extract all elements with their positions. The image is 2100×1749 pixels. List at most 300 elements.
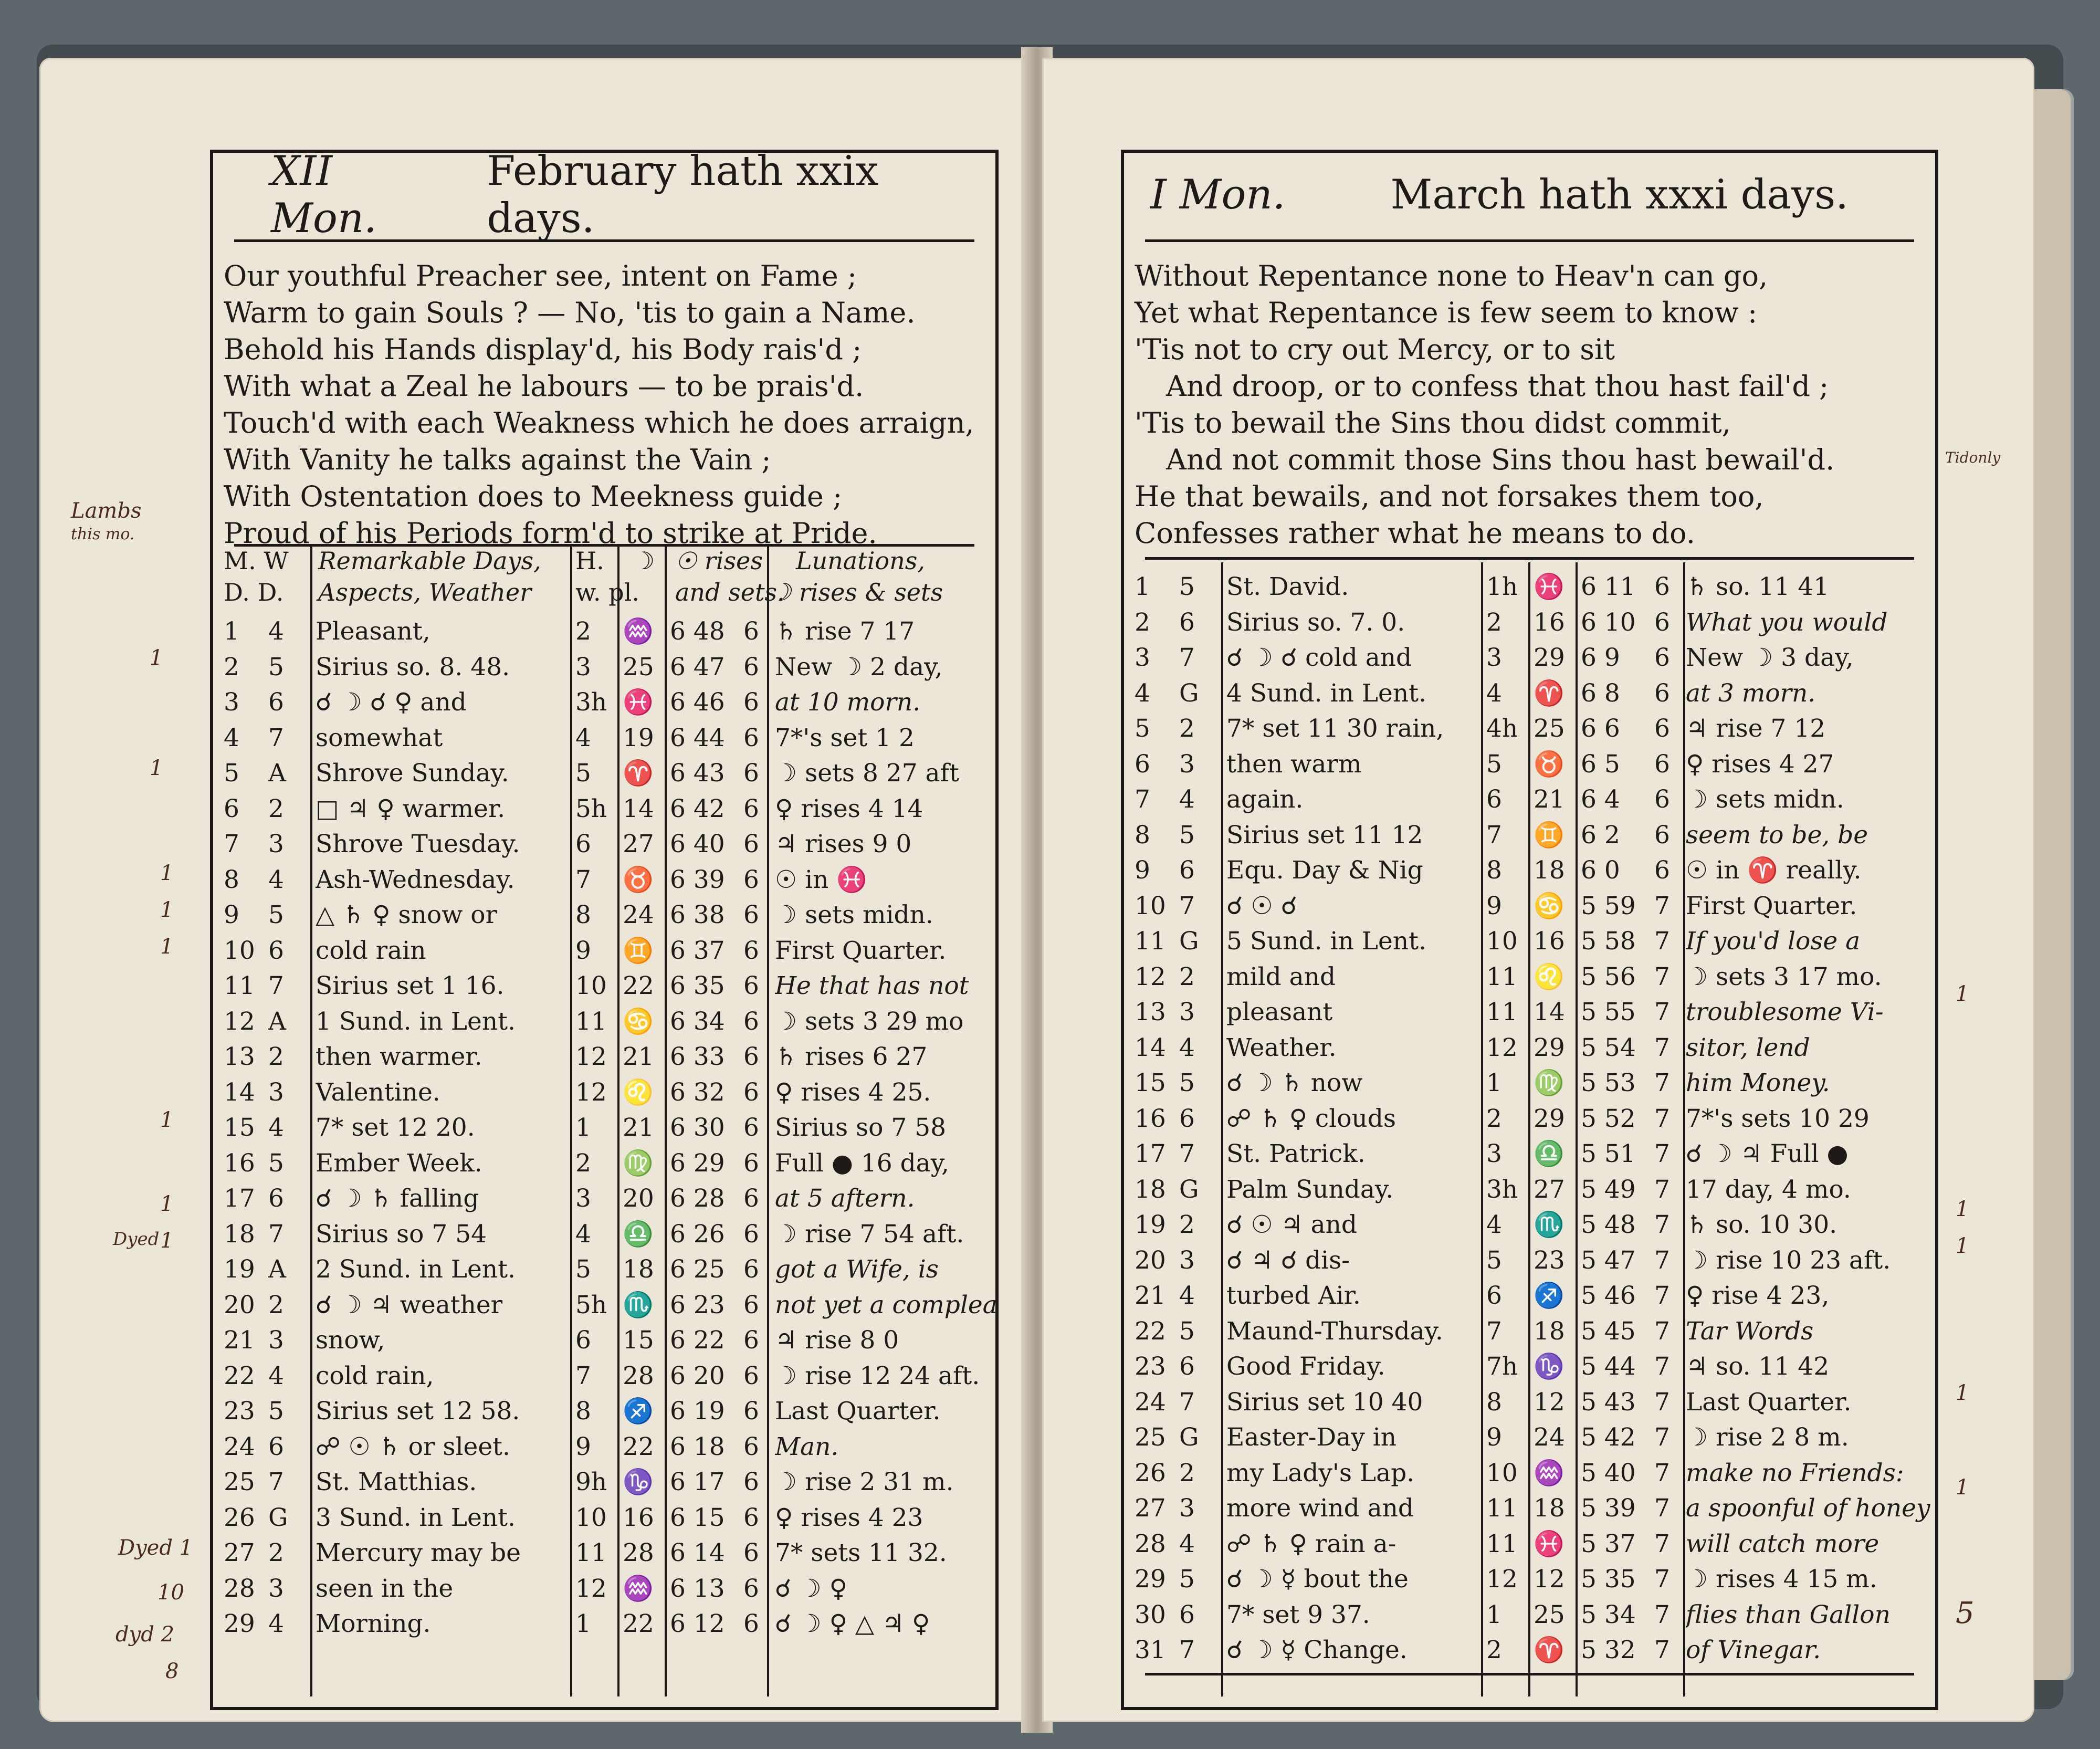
table-cell: 3 xyxy=(575,652,591,682)
table-cell: ☽ sets midn. xyxy=(775,900,933,929)
table-cell: 3 xyxy=(1179,998,1195,1027)
table-cell: Palm Sunday. xyxy=(1226,1175,1394,1204)
table-cell: ☌ ☉ ♃ and xyxy=(1226,1210,1358,1239)
table-cell: St. Patrick. xyxy=(1226,1139,1366,1168)
table-row xyxy=(1124,1492,1935,1527)
table-cell: 4 xyxy=(575,1219,591,1249)
table-cell: ☉ in ♓ xyxy=(775,865,867,894)
table-cell: 5 xyxy=(1179,820,1195,850)
table-cell: 12 xyxy=(575,1042,607,1071)
table-row xyxy=(213,1572,995,1608)
table-cell: 20 xyxy=(623,1184,654,1213)
table-cell: sitor, lend xyxy=(1686,1033,1810,1062)
table-cell: 1 xyxy=(1486,1600,1502,1629)
table-cell: 25 xyxy=(1534,714,1565,743)
table-cell: 5 xyxy=(1179,1316,1195,1346)
table-row xyxy=(213,1076,995,1112)
table-cell: 6 xyxy=(743,723,759,752)
margin-count: 1 xyxy=(150,646,163,670)
table-cell: 6 33 xyxy=(670,1042,725,1071)
table-cell: 14 xyxy=(1534,998,1565,1027)
verse-line: Proud of his Periods form'd to strike at Pride. xyxy=(224,517,877,550)
table-cell: 7 xyxy=(1654,891,1670,920)
table-cell: 20 xyxy=(1135,1245,1166,1275)
table-cell: 6 xyxy=(1179,1352,1195,1381)
table-row xyxy=(1124,960,1935,996)
table-row xyxy=(213,721,995,757)
table-cell: 5 xyxy=(1179,1565,1195,1594)
table-cell: 7* set 11 30 rain, xyxy=(1226,714,1444,743)
table-cell: 22 xyxy=(1135,1316,1166,1346)
table-cell: 5 39 xyxy=(1581,1494,1636,1523)
table-cell: 6 12 xyxy=(670,1609,725,1638)
col-lunations: Lunations, xyxy=(796,547,925,575)
col-dd: D. D. xyxy=(224,578,284,606)
table-cell: 18 xyxy=(224,1219,255,1249)
table-cell: 11 xyxy=(1486,1494,1518,1523)
table-cell: 1h xyxy=(1486,572,1518,601)
table-cell: 6 32 xyxy=(670,1077,725,1107)
table-cell: 6 43 xyxy=(670,759,725,788)
table-cell: ♉ xyxy=(623,865,654,894)
table-cell: 6 xyxy=(743,971,759,1000)
verse-line: Behold his Hands display'd, his Body rais'd ; xyxy=(224,333,862,366)
table-row xyxy=(213,1253,995,1289)
table-row xyxy=(213,1147,995,1182)
table-cell: ♀ rises 4 23 xyxy=(775,1503,923,1532)
table-cell: A xyxy=(268,1007,286,1036)
table-cell: 12 xyxy=(575,1077,607,1107)
table-cell: 6 xyxy=(1654,643,1670,672)
right-verse xyxy=(1135,258,1834,552)
table-cell: ☌ ☽ ☌ cold and xyxy=(1226,643,1412,672)
table-cell: ☌ ☽ ♀ xyxy=(775,1574,847,1603)
table-cell: pleasant xyxy=(1226,998,1333,1027)
table-cell: 7 xyxy=(575,865,591,894)
table-row xyxy=(1124,606,1935,642)
table-cell: 1 xyxy=(1486,1069,1502,1097)
table-cell: 6 9 xyxy=(1581,643,1620,672)
table-cell: ♓ xyxy=(1534,572,1564,601)
right-page xyxy=(1042,58,2034,1722)
table-cell: 29 xyxy=(1534,1033,1565,1062)
table-row xyxy=(213,686,995,721)
table-row xyxy=(1124,925,1935,960)
table-cell: Last Quarter. xyxy=(775,1397,941,1426)
table-cell: 10 xyxy=(575,971,607,1000)
verse-line: He that bewails, and not forsakes them too, xyxy=(1135,480,1764,513)
table-cell: Ember Week. xyxy=(316,1148,482,1178)
table-cell: ♈ xyxy=(623,759,654,788)
table-cell: 23 xyxy=(224,1397,255,1426)
table-cell: 12 xyxy=(224,1007,255,1036)
table-cell: 6 47 xyxy=(670,652,725,682)
table-cell: ♄ so. 10 30. xyxy=(1686,1210,1838,1239)
table-cell: 7 xyxy=(224,830,239,858)
table-row xyxy=(1124,889,1935,925)
table-row xyxy=(1124,1527,1935,1563)
table-cell: 2 xyxy=(1179,1210,1195,1239)
table-cell: 6 xyxy=(743,1397,759,1426)
table-cell: 6 34 xyxy=(670,1007,725,1036)
table-cell: 26 xyxy=(1135,1458,1166,1488)
table-cell: 5 xyxy=(1179,1069,1195,1097)
table-cell: ♎ xyxy=(623,1219,654,1249)
table-cell: ☌ ☉ ☌ xyxy=(1226,891,1298,920)
verse-line: With what a Zeal he labours — to be prais'd. xyxy=(224,370,864,403)
table-cell: ☌ ☽ ♃ Full ● xyxy=(1686,1139,1849,1168)
table-cell: 21 xyxy=(623,1042,654,1071)
table-cell: make no Friends: xyxy=(1686,1458,1904,1488)
col-wpl: w. pl. xyxy=(575,578,639,606)
table-cell: 6 xyxy=(743,1503,759,1532)
table-cell: 16 xyxy=(1534,608,1565,637)
table-cell: Mercury may be xyxy=(316,1538,521,1567)
table-cell: Sirius so. 8. 48. xyxy=(316,652,510,682)
table-cell: 5 37 xyxy=(1581,1529,1636,1558)
table-cell: 25 xyxy=(224,1468,255,1496)
table-cell: 4 xyxy=(1179,1033,1195,1062)
table-row xyxy=(213,615,995,651)
table-row xyxy=(1124,1315,1935,1350)
table-cell: 6 xyxy=(1654,749,1670,779)
table-cell: 1 xyxy=(224,617,239,646)
table-cell: him Money. xyxy=(1686,1069,1830,1097)
table-cell: 5 xyxy=(268,1148,284,1178)
table-cell: 3 xyxy=(575,1184,591,1213)
table-cell: 2 xyxy=(1486,608,1502,637)
table-cell: 6 xyxy=(743,1538,759,1567)
table-cell: ♐ xyxy=(1534,1281,1564,1310)
table-cell: 6 xyxy=(1654,856,1670,885)
table-cell: 4 xyxy=(1179,1529,1195,1558)
table-row xyxy=(1124,1633,1935,1669)
margin-count: 1 xyxy=(1956,982,1969,1006)
table-cell: 1 xyxy=(575,1113,591,1142)
table-cell: 2 xyxy=(1179,714,1195,743)
table-cell: 15 xyxy=(623,1326,654,1355)
verse-line: Yet what Repentance is few seem to know : xyxy=(1135,296,1758,329)
table-cell: 3 xyxy=(268,830,284,858)
table-cell: 5 40 xyxy=(1581,1458,1636,1488)
table-cell: 6 48 xyxy=(670,617,725,646)
table-cell: ☽ rises 4 15 m. xyxy=(1686,1565,1877,1594)
table-cell: 10 xyxy=(1486,1458,1518,1488)
table-cell: ♑ xyxy=(623,1468,654,1496)
table-cell: 5 58 xyxy=(1581,927,1636,956)
table-cell: 5 35 xyxy=(1581,1565,1636,1594)
table-cell: 26 xyxy=(224,1503,255,1532)
table-cell: 6 35 xyxy=(670,971,725,1000)
table-cell: 7 xyxy=(575,1361,591,1390)
table-cell: 5 xyxy=(224,759,239,788)
table-cell: 6 xyxy=(268,1184,284,1213)
table-cell: 7 xyxy=(1654,1175,1670,1204)
table-cell: 9 xyxy=(1486,1423,1502,1452)
table-cell: 7 xyxy=(1486,820,1502,850)
table-cell: 5 xyxy=(575,759,591,788)
table-cell: 7* set 12 20. xyxy=(316,1113,475,1142)
table-cell: 28 xyxy=(1135,1529,1166,1558)
table-cell: 3 xyxy=(268,1077,284,1107)
table-cell: 6 xyxy=(743,1468,759,1496)
table-cell: 3 xyxy=(1179,1494,1195,1523)
table-cell: ♀ rises 4 14 xyxy=(775,794,923,823)
table-cell: 6 xyxy=(1179,856,1195,885)
table-cell: 7 xyxy=(268,1468,284,1496)
margin-note: Dyed 1 xyxy=(118,1536,193,1560)
table-cell: Man. xyxy=(775,1432,839,1461)
table-cell: 3h xyxy=(575,688,607,717)
table-cell: somewhat xyxy=(316,723,443,752)
margin-note: Tidonly xyxy=(1945,449,2001,466)
margin-note: Lambs xyxy=(71,499,142,523)
table-cell: 12 xyxy=(1486,1033,1518,1062)
table-row xyxy=(213,1005,995,1041)
table-cell: 24 xyxy=(623,900,654,929)
table-cell: Pleasant, xyxy=(316,617,430,646)
table-cell: 6 xyxy=(1135,749,1150,779)
table-cell: cold rain, xyxy=(316,1361,434,1390)
table-cell: St. Matthias. xyxy=(316,1468,477,1496)
table-cell: 2 Sund. in Lent. xyxy=(316,1255,516,1284)
margin-count: 1 xyxy=(160,898,174,922)
table-cell: 6 xyxy=(575,1326,591,1355)
table-cell: a spoonful of honey xyxy=(1686,1494,1930,1523)
table-cell: 4 xyxy=(224,723,239,752)
table-cell: 4 xyxy=(1179,785,1195,814)
table-cell: ☽ rise 2 31 m. xyxy=(775,1468,954,1496)
table-cell: 7 xyxy=(1135,785,1150,814)
table-cell: 7 xyxy=(268,1219,284,1249)
table-cell: 5 xyxy=(268,900,284,929)
table-cell: will catch more xyxy=(1686,1529,1880,1558)
table-cell: 22 xyxy=(623,1432,654,1461)
table-cell: ♄ so. 11 41 xyxy=(1686,572,1830,601)
table-row xyxy=(213,1465,995,1501)
table-cell: 25 xyxy=(1135,1423,1166,1452)
table-cell: 10 xyxy=(1135,891,1166,920)
table-cell: 6 38 xyxy=(670,900,725,929)
table-cell: 24 xyxy=(224,1432,255,1461)
table-cell: Sirius so. 7. 0. xyxy=(1226,608,1405,637)
table-row xyxy=(213,1289,998,1324)
table-row xyxy=(213,969,995,1005)
table-cell: 6 4 xyxy=(1581,785,1620,814)
table-cell: If you'd lose a xyxy=(1686,927,1861,956)
table-cell: 7 xyxy=(1654,1387,1670,1417)
table-cell: 6 39 xyxy=(670,865,725,894)
table-cell: 7 xyxy=(1654,1494,1670,1523)
table-cell: 29 xyxy=(1534,643,1565,672)
table-cell: snow, xyxy=(316,1326,385,1355)
table-cell: 14 xyxy=(623,794,654,823)
table-cell: 3 xyxy=(1486,1139,1502,1168)
table-row xyxy=(213,1430,995,1466)
table-cell: 29 xyxy=(1534,1104,1565,1133)
table-cell: ♑ xyxy=(1534,1352,1564,1381)
table-cell: New ☽ 3 day, xyxy=(1686,643,1854,672)
table-cell: at 3 morn. xyxy=(1686,678,1816,708)
table-cell: Full ● 16 day, xyxy=(775,1148,949,1178)
table-cell: ♈ xyxy=(1534,678,1564,708)
verse-line: And droop, or to confess that thou hast fail'd ; xyxy=(1166,370,1829,403)
right-calendar-table xyxy=(1124,570,1935,1669)
table-cell: 7h xyxy=(1486,1352,1518,1381)
table-cell: 6 xyxy=(743,1255,759,1284)
table-cell: 2 xyxy=(268,1290,284,1319)
table-cell: seen in the xyxy=(316,1574,454,1603)
table-cell: 9 xyxy=(575,1432,591,1461)
table-cell: 6 18 xyxy=(670,1432,725,1461)
table-cell: 8 xyxy=(575,1397,591,1426)
table-cell: 16 xyxy=(224,1148,255,1178)
verse-line: And not commit those Sins thou hast bewail'd. xyxy=(1166,443,1835,476)
verse-line: 'Tis to bewail the Sins thou didst commit, xyxy=(1135,406,1731,439)
table-cell: 7 xyxy=(268,971,284,1000)
table-cell: ♍ xyxy=(1534,1069,1564,1097)
table-cell: cold rain xyxy=(316,936,426,965)
table-cell: 5 53 xyxy=(1581,1069,1636,1097)
right-page-header xyxy=(1124,163,1935,226)
table-cell: 2 xyxy=(575,1148,591,1178)
table-cell: 6 xyxy=(743,1219,759,1249)
table-cell: 6 xyxy=(224,794,239,823)
margin-count: 1 xyxy=(160,935,174,959)
table-cell: 6 25 xyxy=(670,1255,725,1284)
table-cell: of Vinegar. xyxy=(1686,1636,1821,1664)
table-cell: Good Friday. xyxy=(1226,1352,1385,1381)
margin-count: 1 xyxy=(1956,1475,1969,1500)
table-cell: ♏ xyxy=(623,1290,654,1319)
table-cell: 5 42 xyxy=(1581,1423,1636,1452)
table-cell: 5 56 xyxy=(1581,962,1636,991)
table-cell: 7 xyxy=(1654,1069,1670,1097)
table-cell: Sirius set 11 12 xyxy=(1226,820,1423,850)
table-cell: 5 32 xyxy=(1581,1636,1636,1664)
table-cell: 14 xyxy=(224,1077,255,1107)
table-cell: 6 xyxy=(1486,785,1502,814)
table-cell: 5 59 xyxy=(1581,891,1636,920)
table-cell: 6 xyxy=(743,1148,759,1178)
margin-count: 1 xyxy=(1956,1234,1969,1258)
table-cell: 6 xyxy=(743,900,759,929)
left-month-title: February hath xxix days. xyxy=(487,148,879,242)
table-row xyxy=(1124,1563,1935,1598)
table-cell: 24 xyxy=(1534,1423,1565,1452)
table-cell: 9 xyxy=(224,900,239,929)
table-cell: 5 45 xyxy=(1581,1316,1636,1346)
table-cell: 9h xyxy=(575,1468,607,1496)
table-cell: ☉ in ♈ really. xyxy=(1686,856,1862,885)
table-cell: 6 xyxy=(743,617,759,646)
table-cell: ♊ xyxy=(623,936,654,965)
table-cell: ♃ rise 8 0 xyxy=(775,1326,899,1355)
table-cell: ♍ xyxy=(623,1148,654,1178)
table-row xyxy=(213,651,995,686)
table-cell: □ ♃ ♀ warmer. xyxy=(316,794,506,823)
table-cell: 6 13 xyxy=(670,1574,725,1603)
table-cell: 10 xyxy=(1486,927,1518,956)
margin-count: 1 xyxy=(160,1192,174,1216)
table-cell: 5 52 xyxy=(1581,1104,1636,1133)
table-cell: 10 xyxy=(575,1503,607,1532)
table-cell: 8 xyxy=(1135,820,1150,850)
table-cell: 4 xyxy=(1486,678,1502,708)
table-cell: at 5 aftern. xyxy=(775,1184,915,1213)
table-cell: ♐ xyxy=(623,1397,654,1426)
table-row xyxy=(1124,1066,1935,1102)
table-cell: 3 xyxy=(1179,749,1195,779)
table-cell: 2 xyxy=(268,794,284,823)
table-cell: 7 xyxy=(1654,962,1670,991)
margin-count: 1 xyxy=(1956,1381,1969,1405)
table-row xyxy=(213,792,995,828)
table-cell: ☍ ☉ ♄ or sleet. xyxy=(316,1432,510,1461)
margin-count: 1 xyxy=(160,1229,174,1253)
margin-count: 1 xyxy=(1956,1197,1969,1221)
table-cell: ♎ xyxy=(1534,1139,1564,1168)
table-cell: 6 29 xyxy=(670,1148,725,1178)
table-cell: ☌ ☽ ☌ ♀ and xyxy=(316,688,467,717)
margin-note: Dyed xyxy=(113,1229,160,1250)
table-cell: ☽ rise 12 24 aft. xyxy=(775,1361,980,1390)
table-row xyxy=(1124,1173,1935,1209)
table-row xyxy=(213,1536,995,1572)
table-row xyxy=(213,1359,995,1395)
table-cell: 13 xyxy=(224,1042,255,1071)
table-cell: ☍ ♄ ♀ rain a- xyxy=(1226,1529,1396,1558)
table-cell: ♌ xyxy=(1534,962,1564,991)
table-cell: 7 xyxy=(1654,1210,1670,1239)
table-cell: 21 xyxy=(1135,1281,1166,1310)
table-cell: 21 xyxy=(224,1326,255,1355)
table-cell: 3 xyxy=(268,1574,284,1603)
table-cell: 7 xyxy=(1654,1352,1670,1381)
table-cell: 7*'s sets 10 29 xyxy=(1686,1104,1870,1133)
table-cell: at 10 morn. xyxy=(775,688,921,717)
table-cell: 18 xyxy=(1534,856,1565,885)
table-cell: 5 xyxy=(1486,749,1502,779)
col-sun-rises: ☉ rises xyxy=(675,547,763,575)
table-cell: 8 xyxy=(224,865,239,894)
table-cell: 6 xyxy=(1654,572,1670,601)
table-row xyxy=(1124,783,1935,819)
table-cell: Morning. xyxy=(316,1609,431,1638)
table-cell: 5 51 xyxy=(1581,1139,1636,1168)
table-cell: 6 xyxy=(743,1326,759,1355)
table-cell: Tar Words xyxy=(1686,1316,1814,1346)
table-cell: 5 xyxy=(1486,1245,1502,1275)
table-cell: 4 xyxy=(268,617,284,646)
table-cell: ☽ rise 2 8 m. xyxy=(1686,1423,1849,1452)
table-cell: 7 xyxy=(1654,1565,1670,1594)
table-cell: 6 30 xyxy=(670,1113,725,1142)
table-cell: ☽ sets 3 17 mo. xyxy=(1686,962,1882,991)
table-cell: my Lady's Lap. xyxy=(1226,1458,1415,1488)
table-cell: 7 xyxy=(1654,927,1670,956)
table-cell: 3 xyxy=(224,688,239,717)
table-cell: 6 xyxy=(743,830,759,858)
table-cell: 6 8 xyxy=(1581,678,1620,708)
table-row xyxy=(213,863,995,899)
table-cell: 5 34 xyxy=(1581,1600,1636,1629)
table-cell: 6 xyxy=(743,1077,759,1107)
table-cell: 18 xyxy=(1534,1316,1565,1346)
table-cell: 21 xyxy=(1534,785,1565,814)
table-cell: 18 xyxy=(1135,1175,1166,1204)
table-cell: 8 xyxy=(575,900,591,929)
